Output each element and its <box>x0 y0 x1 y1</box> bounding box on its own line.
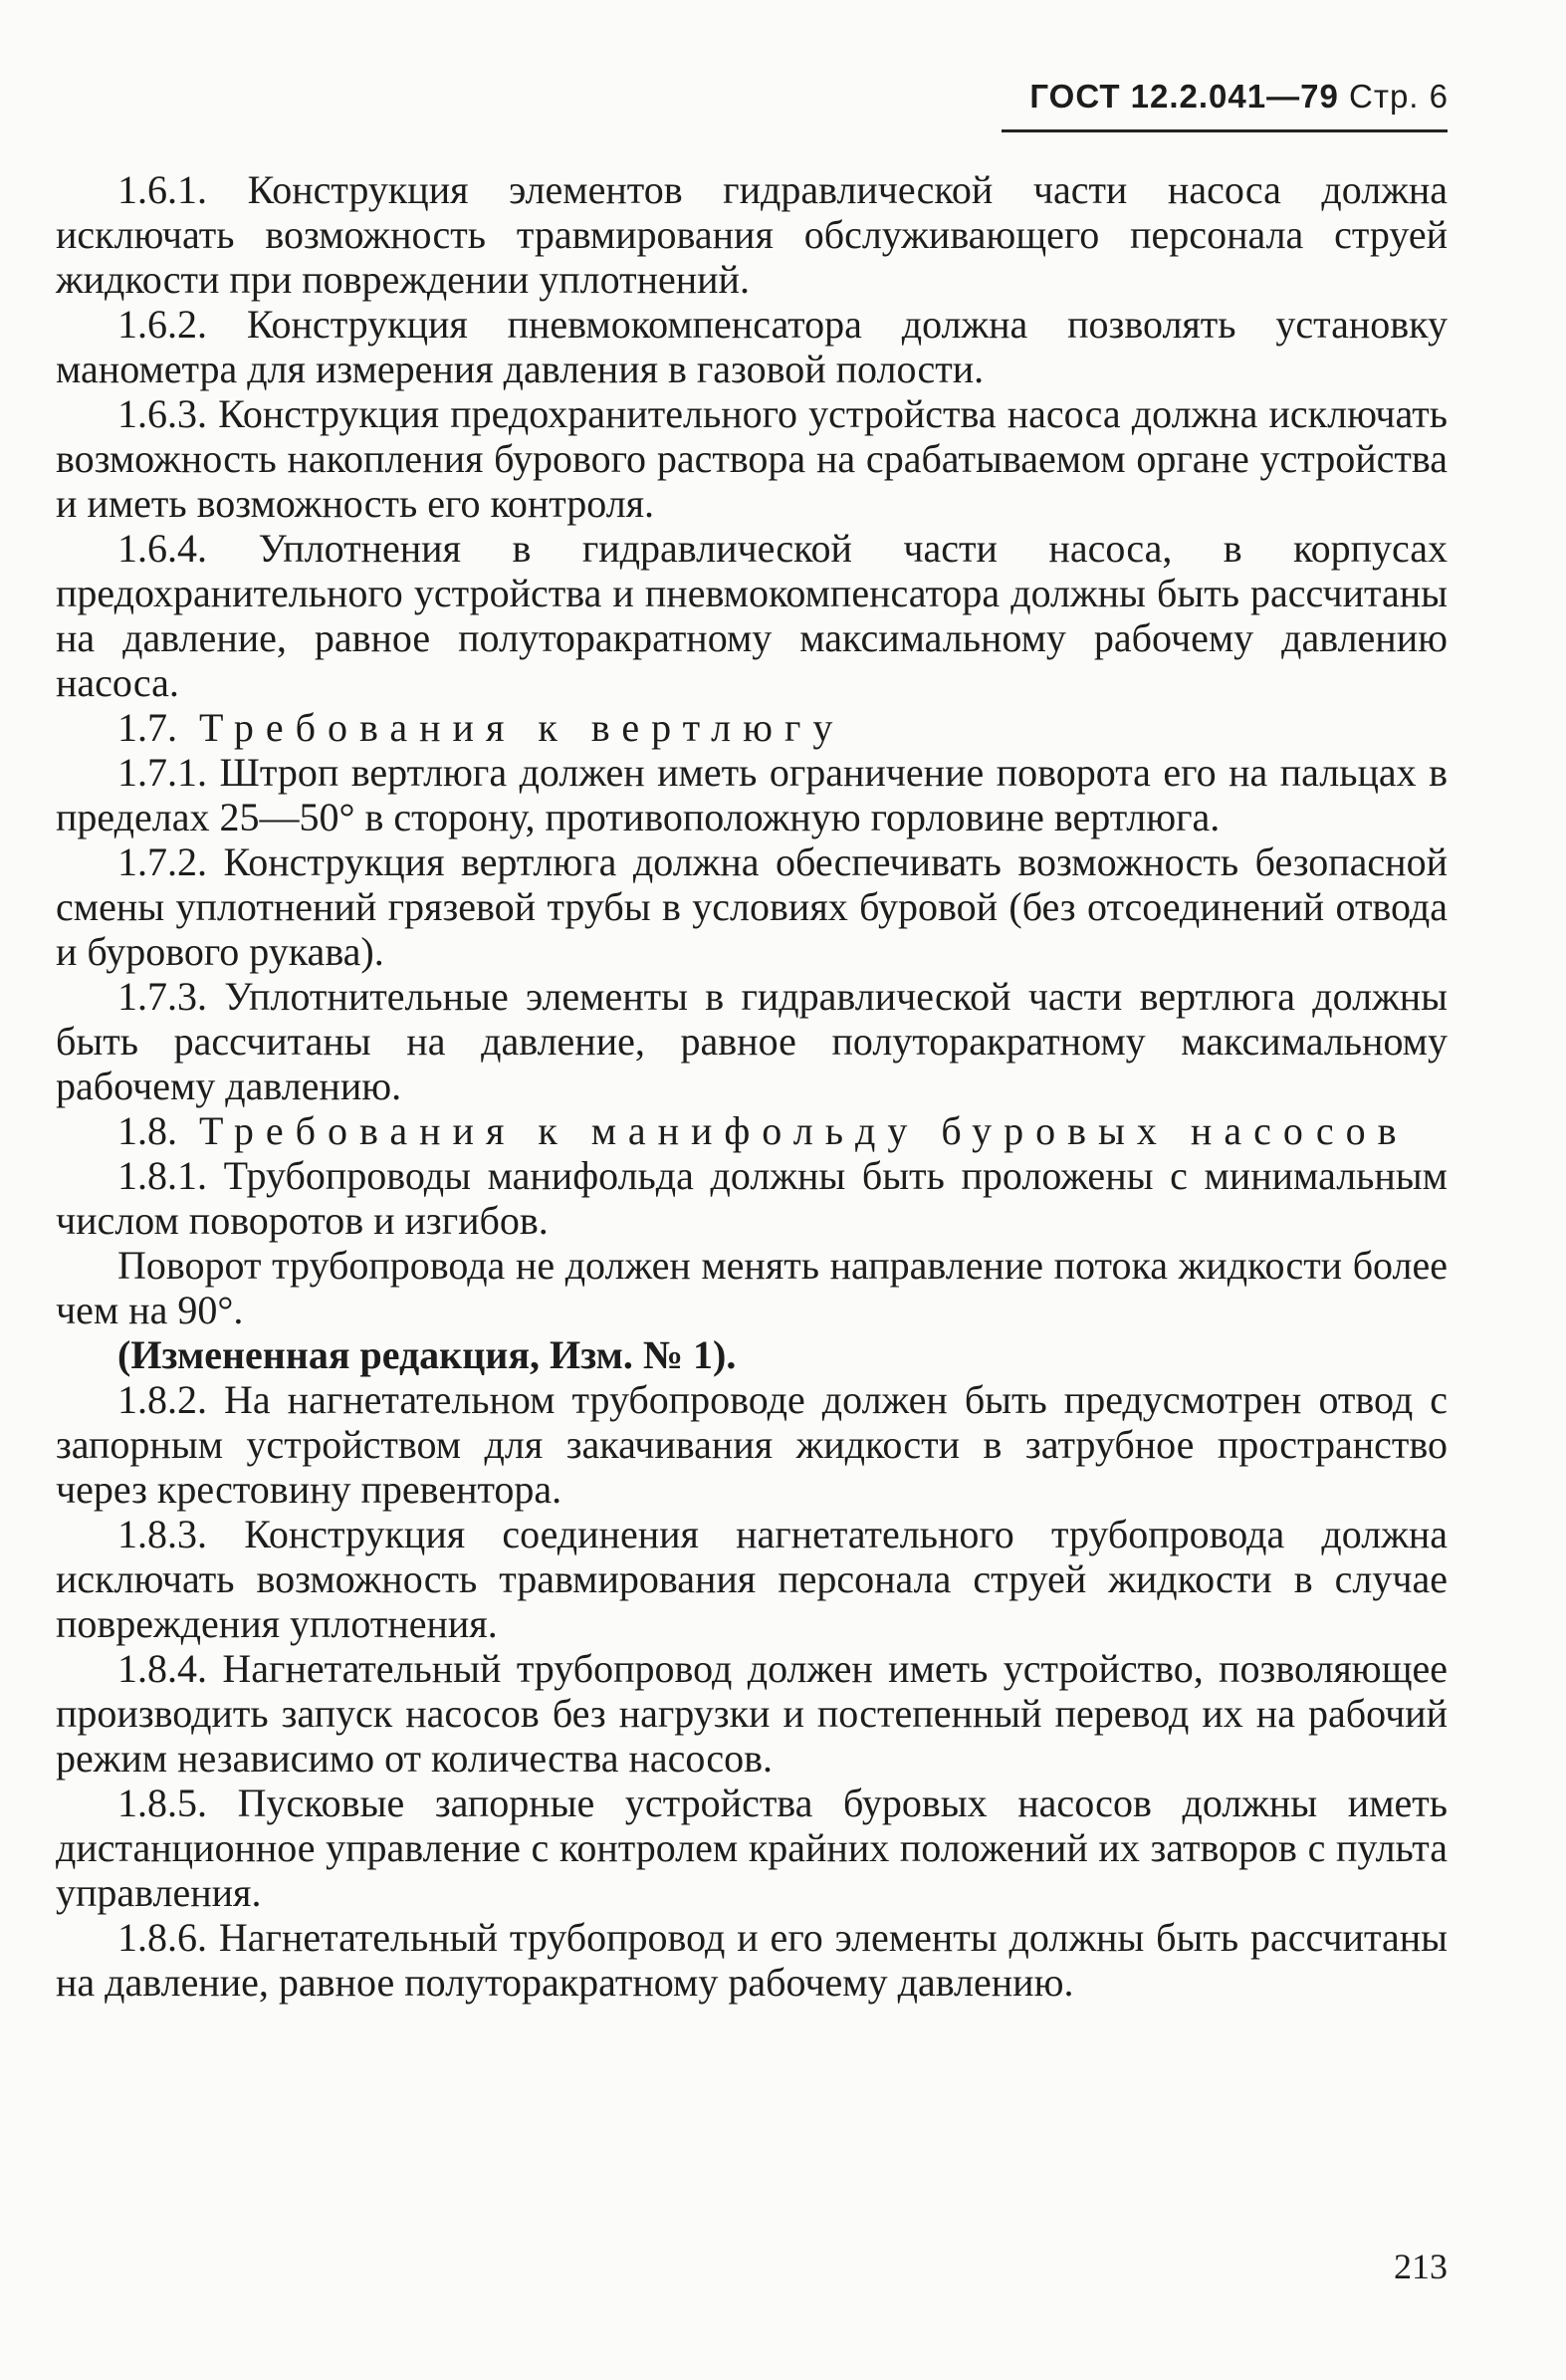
paragraph-1-6-2: 1.6.2. Конструкция пневмокомпенсатора должна позволять установку манометра для измерения давления в газовой полости. <box>56 302 1448 391</box>
section-title: Требования к манифольду буровых насосов <box>199 1108 1409 1153</box>
section-number: 1.8. <box>117 1108 177 1153</box>
paragraph-1-7-3: 1.7.3. Уплотнительные элементы в гидравлической части вертлюга должны быть рассчитаны на давление, равное полуторакратному максимальному рабочему давлению. <box>56 974 1448 1108</box>
header-rule <box>1002 129 1448 132</box>
section-title: Требования к вертлюгу <box>199 705 845 750</box>
paragraph-1-8-4: 1.8.4. Нагнетательный трубопровод должен иметь устройство, позволяющее производить запуск насосов без нагрузки и постепенный перевод их на рабочий режим независимо от количества насосов. <box>56 1646 1448 1781</box>
paragraph-1-8-1: 1.8.1. Трубопроводы манифольда должны быть проложены с минимальным числом поворотов и изгибов. <box>56 1153 1448 1243</box>
paragraph-1-6-1: 1.6.1. Конструкция элементов гидравлической части насоса должна исключать возможность травмирования обслуживающего персонала струей жидкости при повреждении уплотнений. <box>56 167 1448 302</box>
section-heading-1-7 <box>56 705 1448 750</box>
section-heading-1-8 <box>56 1108 1448 1153</box>
paragraph-1-8-2: 1.8.2. На нагнетательном трубопроводе должен быть предусмотрен отвод с запорным устройством для закачивания жидкости в затрубное пространство через крестовину превентора. <box>56 1377 1448 1512</box>
page-number: 213 <box>1394 2247 1448 2286</box>
paragraph-1-8-1-continued: Поворот трубопровода не должен менять направление потока жидкости более чем на 90°. <box>56 1243 1448 1332</box>
section-number: 1.7. <box>117 705 177 750</box>
paragraph-1-7-2: 1.7.2. Конструкция вертлюга должна обеспечивать возможность безопасной смены уплотнений грязевой трубы в условиях буровой (без отсоединений отвода и бурового рукава). <box>56 839 1448 974</box>
paragraph-1-6-3: 1.6.3. Конструкция предохранительного устройства насоса должна исключать возможность накопления бурового раствора на срабатываемом органе устройства и иметь возможность его контроля. <box>56 391 1448 526</box>
paragraph-1-6-4: 1.6.4. Уплотнения в гидравлической части насоса, в корпусах предохранительного устройства и пневмокомпенсатора должны быть рассчитаны на давление, равное полуторакратному максимальному рабочему давлению насоса. <box>56 526 1448 705</box>
document-body <box>56 167 1448 2005</box>
paragraph-1-8-5: 1.8.5. Пусковые запорные устройства буровых насосов должны иметь дистанционное управление с контролем крайних положений их затворов с пульта управления. <box>56 1781 1448 1915</box>
page-label: Стр. 6 <box>1349 78 1449 115</box>
paragraph-1-8-6: 1.8.6. Нагнетательный трубопровод и его элементы должны быть рассчитаны на давление, равное полуторакратному рабочему давлению. <box>56 1915 1448 2005</box>
standard-code: ГОСТ 12.2.041—79 <box>1029 78 1339 115</box>
paragraph-1-8-3: 1.8.3. Конструкция соединения нагнетательного трубопровода должна исключать возможность травмирования персонала струей жидкости в случае повреждения уплотнения. <box>56 1512 1448 1646</box>
amendment-note: (Измененная редакция, Изм. № 1). <box>117 1332 737 1377</box>
paragraph-1-7-1: 1.7.1. Штроп вертлюга должен иметь ограничение поворота его на пальцах в пределах 25—50° в сторону, противоположную горловине вертлюга. <box>56 750 1448 839</box>
page-header <box>996 78 1449 116</box>
